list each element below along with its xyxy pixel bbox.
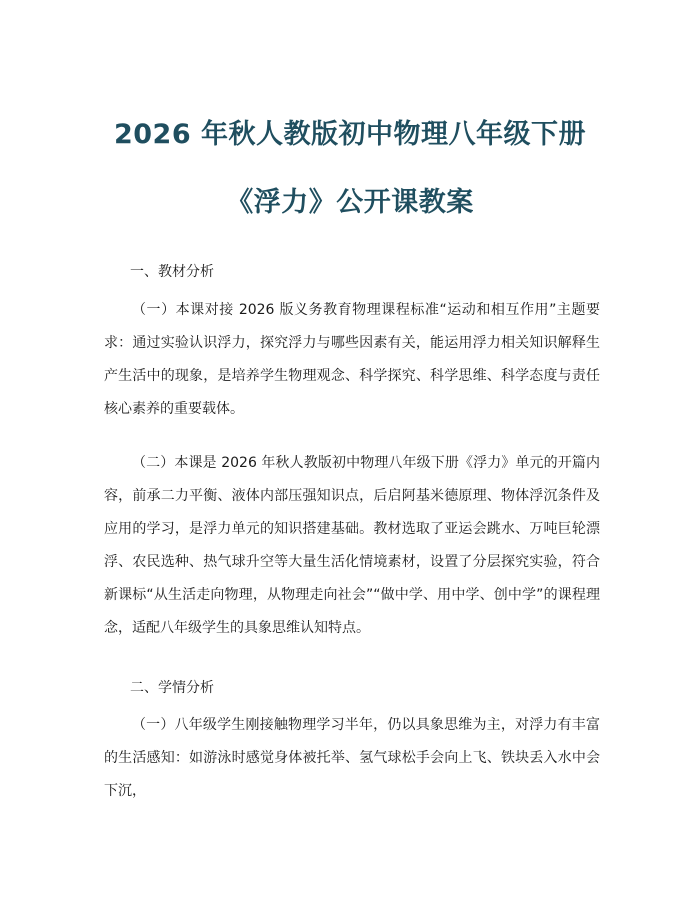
paragraph-student-analysis-1: （一）八年级学生刚接触物理学习半年，仍以具象思维为主，对浮力有丰富的生活感知：如游泳时感觉身体被托举、氢气球松手会向上飞、铁块丢入水中会下沉， <box>104 717 600 799</box>
section-heading-textbook-analysis: 一、教材分析 <box>130 264 214 280</box>
paragraph-textbook-analysis-1: （一）本课对接 2026 版义务教育物理课程标准“运动和相互作用”主题要求：通过实验认识浮力，探究浮力与哪些因素有关，能运用浮力相关知识解释生产生活中的现象，是培养学生物理观念、科学探究、科学思维、科学态度与责任核心素养的重要载体。 <box>104 302 600 417</box>
section-heading-student-analysis: 二、学情分析 <box>130 680 214 696</box>
paragraph-textbook-analysis-2: （二）本课是 2026 年秋人教版初中物理八年级下册《浮力》单元的开篇内容，前承二力平衡、液体内部压强知识点，后启阿基米德原理、物体浮沉条件及应用的学习，是浮力单元的知识搭建基础。教材选取了亚运会跳水、万吨巨轮漂浮、农民选种、热气球升空等大量生活化情境素材，设置了分层探究实验，符合新课标“从生活走向物理，从物理走向社会”“做中学、用中学、创中学”的课程理念，适配八年级学生的具象思维认知特点。 <box>104 455 600 636</box>
document-title-line-1: 2026 年秋人教版初中物理八年级下册 <box>113 119 587 150</box>
document-title-line-2: 《浮力》公开课教案 <box>226 187 474 218</box>
